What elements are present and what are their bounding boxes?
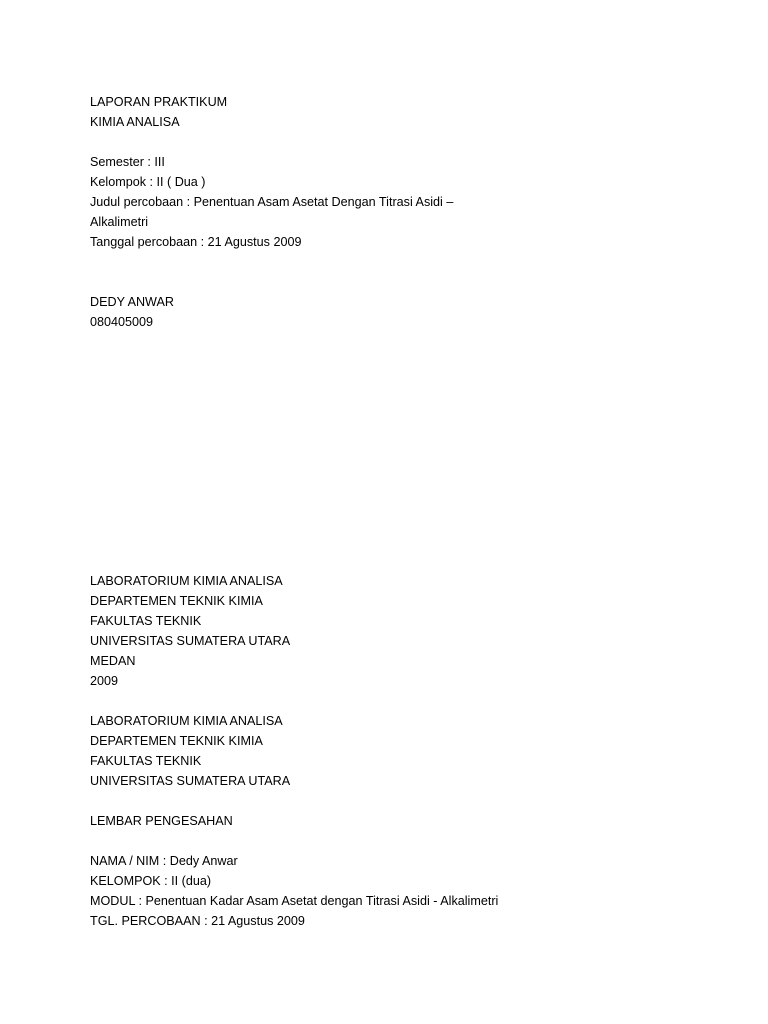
institution-university: UNIVERSITAS SUMATERA UTARA <box>90 634 291 648</box>
author-name: DEDY ANWAR <box>90 295 174 309</box>
institution-faculty-2: FAKULTAS TEKNIK <box>90 754 202 768</box>
author-id: 080405009 <box>90 315 154 329</box>
institution-department: DEPARTEMEN TEKNIK KIMIA <box>90 594 263 608</box>
report-title-line-1: LAPORAN PRAKTIKUM <box>90 95 228 109</box>
institution-lab-2: LABORATORIUM KIMIA ANALISA <box>90 714 283 728</box>
semester-line: Semester : III <box>90 155 165 169</box>
institution-year: 2009 <box>90 674 119 688</box>
judul-line-1: Judul percobaan : Penentuan Asam Asetat Dengan Titrasi Asidi – <box>90 195 454 209</box>
report-title-line-2: KIMIA ANALISA <box>90 115 180 129</box>
approval-heading: LEMBAR PENGESAHAN <box>90 814 233 828</box>
tanggal-line: Tanggal percobaan : 21 Agustus 2009 <box>90 235 302 249</box>
approval-modul: MODUL : Penentuan Kadar Asam Asetat dengan Titrasi Asidi - Alkalimetri <box>90 894 499 908</box>
institution-faculty: FAKULTAS TEKNIK <box>90 614 202 628</box>
institution-university-2: UNIVERSITAS SUMATERA UTARA <box>90 774 291 788</box>
institution-lab: LABORATORIUM KIMIA ANALISA <box>90 574 283 588</box>
institution-city: MEDAN <box>90 654 136 668</box>
approval-tgl: TGL. PERCOBAAN : 21 Agustus 2009 <box>90 914 305 928</box>
kelompok-line: Kelompok : II ( Dua ) <box>90 175 206 189</box>
judul-line-2: Alkalimetri <box>90 215 149 229</box>
approval-nama-nim: NAMA / NIM : Dedy Anwar <box>90 854 238 868</box>
institution-department-2: DEPARTEMEN TEKNIK KIMIA <box>90 734 263 748</box>
approval-kelompok: KELOMPOK : II (dua) <box>90 874 212 888</box>
